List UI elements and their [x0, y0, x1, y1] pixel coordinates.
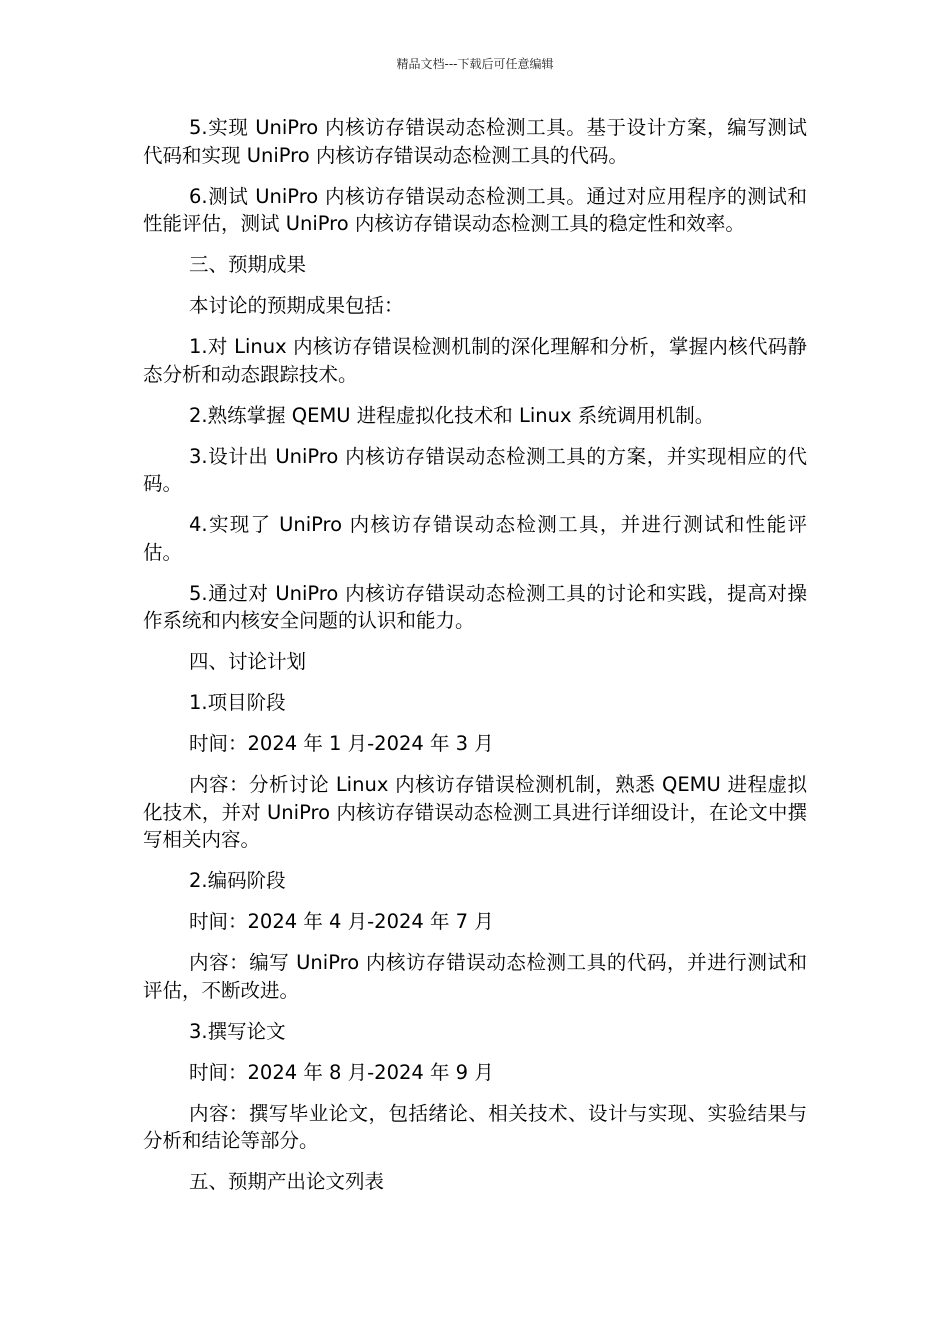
paragraph-result-1: 1.对 Linux 内核访存错误检测机制的深化理解和分析，掌握内核代码静态分析和动态跟踪技术。 — [143, 335, 807, 386]
plan-stage-3-title: 3.撰写论文 — [189, 1019, 286, 1043]
page-header: 精品文档---下载后可任意编辑 — [396, 57, 554, 71]
plan-stage-1-title: 1.项目阶段 — [189, 691, 286, 714]
paragraph-test-tool: 6.测试 UniPro 内核访存错误动态检测工具。通过对应用程序的测试和性能评估，测试 UniPro 内核访存错误动态检测工具的稳定性和效率。 — [143, 184, 807, 235]
paragraph-result-5: 5.通过对 UniPro 内核访存错误动态检测工具的讨论和实践，提高对操作系统和内核安全问题的认识和能力。 — [143, 581, 807, 632]
plan-stage-3-content: 内容：撰写毕业论文，包括绪论、相关技术、设计与实现、实验结果与分析和结论等部分。 — [143, 1101, 807, 1152]
plan-stage-1-time: 时间：2024 年 1 月-2024 年 3 月 — [189, 732, 494, 755]
paragraph-result-3: 3.设计出 UniPro 内核访存错误动态检测工具的方案，并实现相应的代码。 — [143, 444, 807, 495]
plan-stage-2-title: 2.编码阶段 — [189, 869, 286, 892]
section-heading-plan: 四、讨论计划 — [189, 650, 307, 673]
paragraph-results-intro: 本讨论的预期成果包括： — [189, 294, 404, 317]
paragraph-impl-tool: 5.实现 UniPro 内核访存错误动态检测工具。基于设计方案，编写测试代码和实现 UniPro 内核访存错误动态检测工具的代码。 — [143, 116, 807, 167]
plan-stage-2-time: 时间：2024 年 4 月-2024 年 7 月 — [189, 910, 494, 933]
paragraph-result-4: 4.实现了 UniPro 内核访存错误动态检测工具，并进行测试和性能评估。 — [143, 513, 807, 564]
plan-stage-1-content: 内容：分析讨论 Linux 内核访存错误检测机制，熟悉 QEMU 进程虚拟化技术，并对 UniPro 内核访存错误动态检测工具进行详细设计，在论文中撰写相关内容。 — [143, 773, 807, 851]
plan-stage-3-time: 时间：2024 年 8 月-2024 年 9 月 — [189, 1060, 494, 1084]
document-body — [143, 114, 807, 1209]
section-heading-paper-list: 五、预期产出论文列表 — [189, 1170, 385, 1193]
section-heading-expected-results: 三、预期成果 — [189, 253, 307, 276]
paragraph-result-2: 2.熟练掌握 QEMU 进程虚拟化技术和 Linux 系统调用机制。 — [189, 403, 715, 427]
plan-stage-2-content: 内容：编写 UniPro 内核访存错误动态检测工具的代码，并进行测试和评估，不断改进。 — [143, 951, 807, 1002]
